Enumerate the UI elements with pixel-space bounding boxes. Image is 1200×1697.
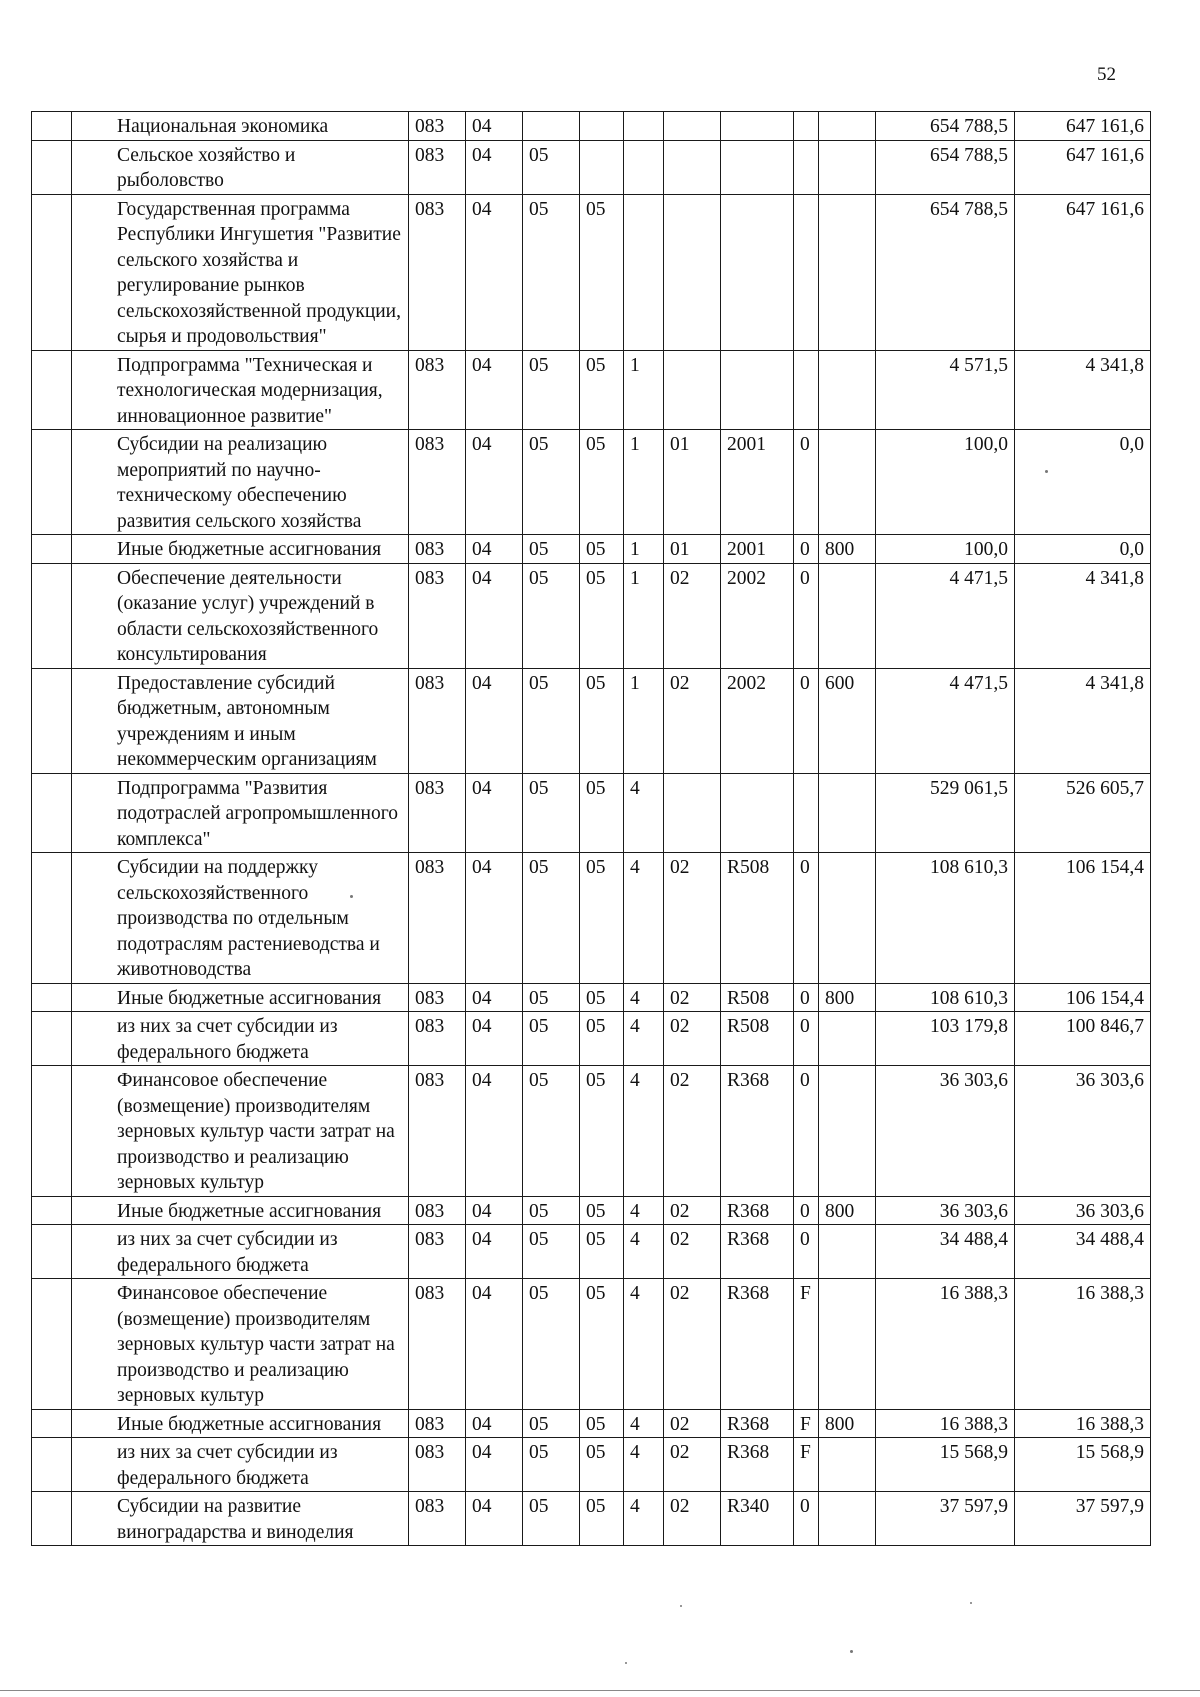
cell-sum-2: 106 154,4: [1015, 853, 1151, 984]
cell-cs3: 02: [664, 983, 721, 1012]
cell-sum-2: 0,0: [1015, 430, 1151, 535]
cell-cs2: [624, 112, 664, 141]
table-row: [32, 430, 1151, 535]
cell-rz: 04: [466, 1279, 523, 1410]
cell-rz: 04: [466, 563, 523, 668]
cell-name: Подпрограмма "Развития подотраслей агропромышленного комплекса": [72, 773, 409, 853]
scan-bottom-edge: [0, 1690, 1200, 1691]
cell-cs1: 05: [580, 773, 624, 853]
cell-cs5: 0: [794, 1225, 819, 1279]
cell-sum-1: 108 610,3: [876, 983, 1015, 1012]
cell-cs4: [721, 140, 794, 194]
cell-sum-2: 647 161,6: [1015, 194, 1151, 350]
cell-cs1: 05: [580, 1225, 624, 1279]
cell-cs5: 0: [794, 668, 819, 773]
cell-sum-2: 4 341,8: [1015, 563, 1151, 668]
cell-grbs: 083: [409, 194, 466, 350]
row-index-cell: [32, 140, 72, 194]
cell-name: Иные бюджетные ассигнования: [72, 1409, 409, 1438]
row-index-cell: [32, 1438, 72, 1492]
budget-table-body: [32, 112, 1151, 1546]
cell-cs1: 05: [580, 1196, 624, 1225]
cell-sum-1: 37 597,9: [876, 1492, 1015, 1546]
cell-cs2: 1: [624, 563, 664, 668]
cell-sum-2: 647 161,6: [1015, 140, 1151, 194]
cell-cs3: 02: [664, 1225, 721, 1279]
row-index-cell: [32, 773, 72, 853]
cell-sum-2: 100 846,7: [1015, 1012, 1151, 1066]
cell-name: Иные бюджетные ассигнования: [72, 983, 409, 1012]
cell-cs1: 05: [580, 194, 624, 350]
cell-grbs: 083: [409, 1196, 466, 1225]
cell-sum-1: 654 788,5: [876, 140, 1015, 194]
cell-cs5: 0: [794, 1196, 819, 1225]
cell-vr: [819, 1438, 876, 1492]
cell-sum-1: 16 388,3: [876, 1409, 1015, 1438]
cell-sum-1: 15 568,9: [876, 1438, 1015, 1492]
cell-pr: 05: [523, 853, 580, 984]
cell-name: Подпрограмма "Техническая и технологическая модернизация, инновационное развитие": [72, 350, 409, 430]
row-index-cell: [32, 853, 72, 984]
cell-pr: 05: [523, 1196, 580, 1225]
table-row: [32, 1279, 1151, 1410]
table-row: [32, 668, 1151, 773]
cell-cs3: 02: [664, 1066, 721, 1197]
cell-sum-2: 4 341,8: [1015, 350, 1151, 430]
cell-cs5: 0: [794, 535, 819, 564]
cell-name: Государственная программа Республики Ингушетия "Развитие сельского хозяйства и регулирование рынков сельскохозяйственной продукции, сырья и продовольствия": [72, 194, 409, 350]
cell-rz: 04: [466, 1409, 523, 1438]
cell-cs2: 1: [624, 668, 664, 773]
table-row: [32, 563, 1151, 668]
cell-cs5: [794, 112, 819, 141]
cell-cs5: [794, 194, 819, 350]
cell-sum-2: 16 388,3: [1015, 1409, 1151, 1438]
cell-pr: 05: [523, 773, 580, 853]
cell-cs1: 05: [580, 430, 624, 535]
cell-cs3: [664, 112, 721, 141]
cell-cs2: 4: [624, 1225, 664, 1279]
cell-sum-1: 654 788,5: [876, 194, 1015, 350]
cell-pr: [523, 112, 580, 141]
cell-cs5: F: [794, 1409, 819, 1438]
table-row: [32, 350, 1151, 430]
cell-cs5: [794, 140, 819, 194]
cell-sum-2: 36 303,6: [1015, 1196, 1151, 1225]
cell-sum-1: 4 471,5: [876, 668, 1015, 773]
cell-cs5: [794, 773, 819, 853]
cell-cs2: 4: [624, 1279, 664, 1410]
cell-cs3: 02: [664, 668, 721, 773]
scan-speck: [350, 895, 353, 898]
cell-pr: 05: [523, 563, 580, 668]
cell-cs2: 1: [624, 535, 664, 564]
cell-sum-1: 100,0: [876, 535, 1015, 564]
cell-rz: 04: [466, 668, 523, 773]
cell-cs5: 0: [794, 430, 819, 535]
cell-cs4: 2001: [721, 535, 794, 564]
cell-cs4: 2002: [721, 563, 794, 668]
cell-vr: [819, 1279, 876, 1410]
cell-cs5: F: [794, 1438, 819, 1492]
cell-sum-2: 106 154,4: [1015, 983, 1151, 1012]
cell-vr: 800: [819, 1196, 876, 1225]
cell-sum-2: 34 488,4: [1015, 1225, 1151, 1279]
cell-name: Финансовое обеспечение (возмещение) производителям зерновых культур части затрат на производство и реализацию зерновых культур: [72, 1279, 409, 1410]
cell-cs2: 4: [624, 1438, 664, 1492]
cell-grbs: 083: [409, 535, 466, 564]
cell-cs4: R368: [721, 1409, 794, 1438]
scan-speck: [970, 1602, 972, 1604]
row-index-cell: [32, 112, 72, 141]
cell-sum-2: 37 597,9: [1015, 1492, 1151, 1546]
cell-vr: 600: [819, 668, 876, 773]
cell-sum-2: 526 605,7: [1015, 773, 1151, 853]
cell-cs4: 2001: [721, 430, 794, 535]
table-row: [32, 140, 1151, 194]
cell-cs5: 0: [794, 1012, 819, 1066]
cell-cs1: 05: [580, 1279, 624, 1410]
cell-cs3: [664, 773, 721, 853]
cell-vr: [819, 1492, 876, 1546]
cell-name: Сельское хозяйство и рыболовство: [72, 140, 409, 194]
cell-rz: 04: [466, 1492, 523, 1546]
cell-pr: 05: [523, 983, 580, 1012]
cell-pr: 05: [523, 1409, 580, 1438]
cell-pr: 05: [523, 430, 580, 535]
cell-sum-2: 4 341,8: [1015, 668, 1151, 773]
row-index-cell: [32, 1012, 72, 1066]
cell-cs4: R340: [721, 1492, 794, 1546]
cell-rz: 04: [466, 535, 523, 564]
row-index-cell: [32, 983, 72, 1012]
cell-pr: 05: [523, 194, 580, 350]
cell-rz: 04: [466, 1225, 523, 1279]
cell-cs4: R368: [721, 1196, 794, 1225]
cell-vr: 800: [819, 983, 876, 1012]
cell-cs3: [664, 140, 721, 194]
cell-cs3: 02: [664, 853, 721, 984]
cell-cs4: R508: [721, 983, 794, 1012]
cell-cs3: 02: [664, 1012, 721, 1066]
cell-grbs: 083: [409, 563, 466, 668]
cell-sum-1: 529 061,5: [876, 773, 1015, 853]
cell-grbs: 083: [409, 1225, 466, 1279]
cell-name: из них за счет субсидии из федерального бюджета: [72, 1438, 409, 1492]
budget-table: [31, 111, 1151, 1546]
row-index-cell: [32, 1196, 72, 1225]
cell-sum-1: 36 303,6: [876, 1066, 1015, 1197]
cell-cs1: 05: [580, 350, 624, 430]
table-row: [32, 1409, 1151, 1438]
cell-vr: [819, 1012, 876, 1066]
table-row: [32, 1066, 1151, 1197]
cell-pr: 05: [523, 535, 580, 564]
cell-cs1: [580, 140, 624, 194]
cell-cs3: 02: [664, 1492, 721, 1546]
cell-cs3: 02: [664, 1409, 721, 1438]
cell-cs5: 0: [794, 1492, 819, 1546]
cell-cs5: 0: [794, 1066, 819, 1197]
cell-grbs: 083: [409, 140, 466, 194]
cell-grbs: 083: [409, 773, 466, 853]
cell-cs5: [794, 350, 819, 430]
cell-cs4: 2002: [721, 668, 794, 773]
cell-cs1: 05: [580, 1438, 624, 1492]
cell-grbs: 083: [409, 1012, 466, 1066]
cell-vr: 800: [819, 1409, 876, 1438]
cell-name: Субсидии на поддержку сельскохозяйственного производства по отдельным подотраслям растениеводства и животноводства: [72, 853, 409, 984]
cell-cs2: 4: [624, 1066, 664, 1197]
cell-pr: 05: [523, 1438, 580, 1492]
cell-grbs: 083: [409, 350, 466, 430]
cell-cs2: 1: [624, 350, 664, 430]
cell-sum-1: 16 388,3: [876, 1279, 1015, 1410]
table-row: [32, 194, 1151, 350]
cell-vr: [819, 112, 876, 141]
cell-sum-1: 4 571,5: [876, 350, 1015, 430]
cell-cs2: 4: [624, 853, 664, 984]
cell-cs3: [664, 194, 721, 350]
table-row: [32, 1492, 1151, 1546]
scan-speck: [680, 1605, 682, 1607]
cell-cs4: R368: [721, 1279, 794, 1410]
cell-vr: 800: [819, 535, 876, 564]
table-row: [32, 853, 1151, 984]
cell-name: из них за счет субсидии из федерального бюджета: [72, 1012, 409, 1066]
row-index-cell: [32, 1409, 72, 1438]
cell-name: из них за счет субсидии из федерального бюджета: [72, 1225, 409, 1279]
cell-rz: 04: [466, 140, 523, 194]
cell-rz: 04: [466, 773, 523, 853]
cell-vr: [819, 563, 876, 668]
cell-cs2: [624, 194, 664, 350]
cell-cs2: [624, 140, 664, 194]
table-row: [32, 1225, 1151, 1279]
row-index-cell: [32, 1066, 72, 1197]
scan-speck: [625, 1662, 627, 1664]
cell-vr: [819, 1066, 876, 1197]
cell-vr: [819, 773, 876, 853]
cell-cs4: R368: [721, 1438, 794, 1492]
cell-cs4: [721, 350, 794, 430]
cell-name: Предоставление субсидий бюджетным, автономным учреждениям и иным некоммерческим организациям: [72, 668, 409, 773]
row-index-cell: [32, 430, 72, 535]
cell-cs3: 02: [664, 563, 721, 668]
cell-cs1: 05: [580, 1012, 624, 1066]
cell-cs2: 1: [624, 430, 664, 535]
cell-cs5: 0: [794, 983, 819, 1012]
cell-rz: 04: [466, 1066, 523, 1197]
cell-cs4: [721, 194, 794, 350]
cell-rz: 04: [466, 350, 523, 430]
cell-sum-1: 108 610,3: [876, 853, 1015, 984]
cell-pr: 05: [523, 1492, 580, 1546]
cell-grbs: 083: [409, 668, 466, 773]
row-index-cell: [32, 535, 72, 564]
cell-sum-2: 15 568,9: [1015, 1438, 1151, 1492]
cell-cs5: 0: [794, 853, 819, 984]
cell-cs4: R368: [721, 1066, 794, 1197]
cell-vr: [819, 350, 876, 430]
cell-name: Иные бюджетные ассигнования: [72, 1196, 409, 1225]
cell-vr: [819, 430, 876, 535]
cell-cs1: 05: [580, 563, 624, 668]
cell-rz: 04: [466, 853, 523, 984]
cell-grbs: 083: [409, 1409, 466, 1438]
cell-sum-1: 36 303,6: [876, 1196, 1015, 1225]
cell-cs1: 05: [580, 535, 624, 564]
cell-sum-1: 654 788,5: [876, 112, 1015, 141]
cell-vr: [819, 140, 876, 194]
cell-sum-2: 16 388,3: [1015, 1279, 1151, 1410]
cell-grbs: 083: [409, 1279, 466, 1410]
cell-rz: 04: [466, 983, 523, 1012]
scan-speck: [850, 1650, 853, 1653]
cell-name: Субсидии на развитие виноградарства и виноделия: [72, 1492, 409, 1546]
table-row: [32, 112, 1151, 141]
cell-cs4: [721, 112, 794, 141]
row-index-cell: [32, 194, 72, 350]
cell-cs5: 0: [794, 563, 819, 668]
table-row: [32, 535, 1151, 564]
cell-name: Обеспечение деятельности (оказание услуг) учреждений в области сельскохозяйственного консультирования: [72, 563, 409, 668]
cell-pr: 05: [523, 668, 580, 773]
cell-sum-1: 4 471,5: [876, 563, 1015, 668]
cell-name: Финансовое обеспечение (возмещение) производителям зерновых культур части затрат на производство и реализацию зерновых культур: [72, 1066, 409, 1197]
cell-rz: 04: [466, 430, 523, 535]
cell-rz: 04: [466, 112, 523, 141]
row-index-cell: [32, 350, 72, 430]
cell-cs1: 05: [580, 1409, 624, 1438]
row-index-cell: [32, 1225, 72, 1279]
cell-cs3: 02: [664, 1196, 721, 1225]
cell-pr: 05: [523, 350, 580, 430]
cell-cs4: R368: [721, 1225, 794, 1279]
table-row: [32, 1438, 1151, 1492]
cell-cs3: 02: [664, 1438, 721, 1492]
cell-vr: [819, 853, 876, 984]
cell-grbs: 083: [409, 983, 466, 1012]
cell-grbs: 083: [409, 1066, 466, 1197]
table-row: [32, 1196, 1151, 1225]
cell-cs4: [721, 773, 794, 853]
cell-cs4: R508: [721, 1012, 794, 1066]
cell-cs5: F: [794, 1279, 819, 1410]
cell-cs2: 4: [624, 1196, 664, 1225]
page-number: 52: [1097, 64, 1116, 85]
cell-vr: [819, 1225, 876, 1279]
cell-cs2: 4: [624, 1012, 664, 1066]
cell-grbs: 083: [409, 430, 466, 535]
cell-cs3: 01: [664, 430, 721, 535]
cell-sum-1: 34 488,4: [876, 1225, 1015, 1279]
row-index-cell: [32, 563, 72, 668]
cell-cs1: 05: [580, 668, 624, 773]
cell-cs3: 01: [664, 535, 721, 564]
cell-cs2: 4: [624, 773, 664, 853]
cell-rz: 04: [466, 1012, 523, 1066]
cell-vr: [819, 194, 876, 350]
cell-grbs: 083: [409, 853, 466, 984]
cell-rz: 04: [466, 1196, 523, 1225]
table-row: [32, 773, 1151, 853]
cell-sum-1: 100,0: [876, 430, 1015, 535]
scan-speck: [1045, 470, 1048, 473]
cell-cs2: 4: [624, 983, 664, 1012]
cell-pr: 05: [523, 1066, 580, 1197]
cell-rz: 04: [466, 194, 523, 350]
cell-grbs: 083: [409, 112, 466, 141]
cell-cs3: [664, 350, 721, 430]
cell-name: Субсидии на реализацию мероприятий по научно-техническому обеспечению развития сельского хозяйства: [72, 430, 409, 535]
row-index-cell: [32, 1279, 72, 1410]
cell-grbs: 083: [409, 1438, 466, 1492]
cell-cs2: 4: [624, 1409, 664, 1438]
cell-pr: 05: [523, 140, 580, 194]
table-row: [32, 1012, 1151, 1066]
row-index-cell: [32, 1492, 72, 1546]
cell-pr: 05: [523, 1225, 580, 1279]
cell-pr: 05: [523, 1012, 580, 1066]
cell-name: Иные бюджетные ассигнования: [72, 535, 409, 564]
cell-cs1: 05: [580, 983, 624, 1012]
cell-sum-1: 103 179,8: [876, 1012, 1015, 1066]
cell-name: Национальная экономика: [72, 112, 409, 141]
cell-sum-2: 647 161,6: [1015, 112, 1151, 141]
cell-pr: 05: [523, 1279, 580, 1410]
row-index-cell: [32, 668, 72, 773]
cell-cs1: 05: [580, 853, 624, 984]
cell-cs1: 05: [580, 1066, 624, 1197]
cell-cs2: 4: [624, 1492, 664, 1546]
cell-grbs: 083: [409, 1492, 466, 1546]
cell-cs3: 02: [664, 1279, 721, 1410]
cell-sum-2: 36 303,6: [1015, 1066, 1151, 1197]
cell-cs1: [580, 112, 624, 141]
cell-sum-2: 0,0: [1015, 535, 1151, 564]
cell-rz: 04: [466, 1438, 523, 1492]
cell-cs1: 05: [580, 1492, 624, 1546]
cell-cs4: R508: [721, 853, 794, 984]
table-row: [32, 983, 1151, 1012]
